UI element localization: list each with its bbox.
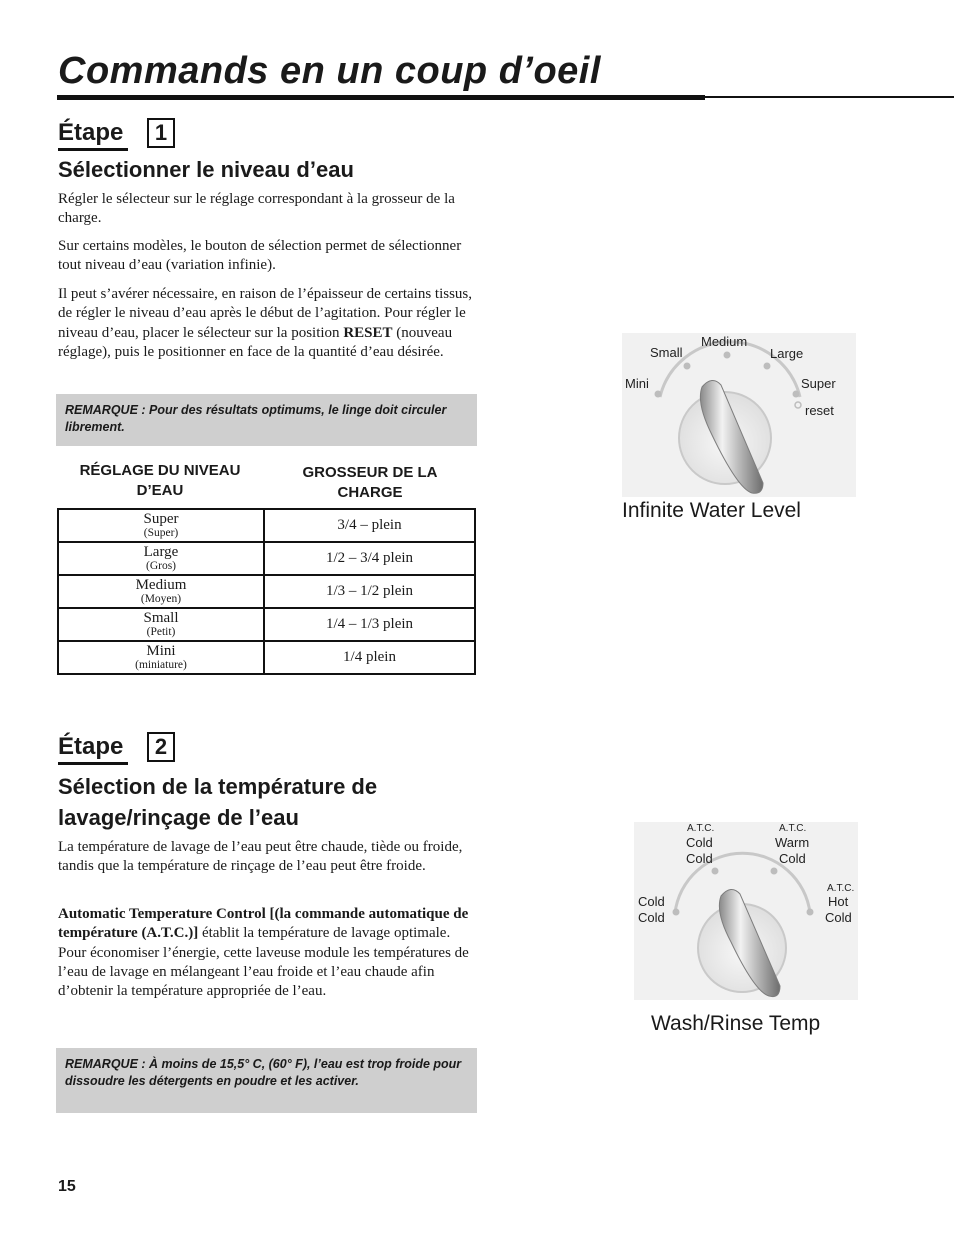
page-number: 15 [58, 1178, 76, 1195]
table-header-setting: RÉGLAGE DU NIVEAU D’EAU [79, 462, 241, 499]
dial-tick [712, 868, 719, 875]
step1-para1: Régler le sélecteur sur le réglage correspondant à la grosseur de la charge. [58, 191, 455, 227]
step2-underline [58, 762, 128, 765]
dial-label-atc: A.T.C. [779, 823, 807, 834]
title-rule-thin [705, 96, 954, 98]
table-header-load: GROSSEUR DE LA CHARGE [302, 464, 438, 501]
step2-para1: La température de lavage de l’eau peut être chaude, tiède ou froide, tandis que la température de rinçage de l’eau peut être froide. [58, 839, 463, 875]
table-cell-load: 1/4 plein [264, 641, 475, 674]
table-row [58, 641, 475, 674]
setting-name: Large [143, 544, 179, 560]
table-row [58, 542, 475, 575]
table-cell-load: 1/2 – 3/4 plein [264, 542, 475, 575]
dial-label-mini: Mini [625, 376, 649, 391]
wash-rinse-dial [630, 818, 860, 1003]
dial-label-reset: reset [805, 403, 834, 418]
step2-heading [58, 771, 377, 833]
table-cell-load: 1/4 – 1/3 plein [264, 608, 475, 641]
dial-tick [684, 363, 691, 370]
dial-label-cold: Cold [638, 910, 665, 925]
dial-label-cold: Cold [779, 851, 806, 866]
dial-label-super: Super [801, 376, 836, 391]
step1-para2: Sur certains modèles, le bouton de sélection permet de sélectionner tout niveau d’eau (variation infinie). [58, 238, 462, 274]
step2-number: 2 [147, 732, 175, 762]
dial-label-large: Large [770, 346, 804, 361]
table-cell-load: 3/4 – plein [264, 509, 475, 542]
dial-tick [807, 909, 814, 916]
water-level-caption: Infinite Water Level [622, 499, 801, 522]
step1-note: REMARQUE : Pour des résultats optimums, le linge doit circuler librement. [56, 394, 477, 446]
table-row [58, 509, 475, 542]
table-cell-load: 1/3 – 1/2 plein [264, 575, 475, 608]
dial-tick [724, 352, 731, 359]
dial-tick [673, 909, 680, 916]
dial-tick [655, 391, 662, 398]
step2-para2 [58, 905, 476, 1001]
page-title: Commands en un coup d’oeil [58, 50, 601, 92]
table-cell-setting [58, 608, 264, 641]
dial-label-cold: Cold [686, 851, 713, 866]
table-cell-setting [58, 542, 264, 575]
table-cell-setting [58, 509, 264, 542]
wash-rinse-caption: Wash/Rinse Temp [651, 1012, 821, 1035]
step2-note: REMARQUE : À moins de 15,5° C, (60° F), l’eau est trop froide pour dissoudre les détergents en poudre et les activer. [56, 1048, 477, 1113]
title-rule [57, 95, 705, 100]
step2-heading-line2: lavage/rinçage de l’eau [58, 805, 299, 830]
dial-label-cold: Cold [825, 910, 852, 925]
step1-para3-bold: RESET [343, 324, 393, 341]
water-level-dial [620, 325, 860, 500]
table-cell-setting [58, 641, 264, 674]
table-cell-setting [58, 575, 264, 608]
step2-para2-text: établit la température de lavage optimale. Pour économiser l’énergie, cette laveuse module les températures de l’eau de lavage en mélangeant l’eau froide et l’eau chaude afin d’obtenir la température appropriée de l’eau. [58, 925, 469, 1000]
dial-label-atc: A.T.C. [827, 883, 855, 894]
setting-translation: (Gros) [145, 560, 177, 572]
setting-translation: (Petit) [146, 626, 176, 638]
setting-translation: (Moyen) [140, 593, 182, 605]
dial-label-hot: Hot [828, 894, 849, 909]
table-row [58, 575, 475, 608]
setting-name: Small [143, 610, 179, 626]
table-row [58, 608, 475, 641]
dial-label-cold: Cold [638, 894, 665, 909]
dial-tick [764, 363, 771, 370]
dial-label-cold: Cold [686, 835, 713, 850]
setting-name: Mini [146, 643, 176, 659]
setting-name: Super [143, 511, 179, 527]
dial-label-warm: Warm [775, 835, 810, 850]
step2-heading-line1: Sélection de la température de [58, 774, 378, 799]
setting-translation: (Super) [143, 527, 179, 539]
dial-label-medium: Medium [701, 334, 748, 349]
step1-heading: Sélectionner le niveau d’eau [58, 157, 354, 182]
step1-para3 [58, 285, 476, 362]
step1-para3-text-b: (nouveau réglage), puis le positionner en face de la quantité d’eau désirée. [58, 324, 453, 360]
dial-label-atc: A.T.C. [687, 823, 715, 834]
step1-label: Étape [58, 119, 124, 146]
setting-name: Medium [135, 577, 187, 593]
water-level-table [57, 508, 476, 675]
setting-translation: (miniature) [135, 659, 187, 671]
step2-label: Étape [58, 733, 124, 760]
dial-label-small: Small [650, 345, 683, 360]
dial-tick [771, 868, 778, 875]
step1-para3-text-a: Il peut s’avérer nécessaire, en raison de l’épaisseur de certains tissus, de régler le niveau d’eau après le début de l’agitation. Pour régler le niveau d’eau, placer le sélecteur sur la position [58, 286, 473, 341]
step1-underline [58, 148, 128, 151]
step2-para2-bold: Automatic Temperature Control [(la commande automatique de température (A.T.C.)] [58, 906, 469, 942]
dial-tick [793, 391, 800, 398]
step1-number: 1 [147, 118, 175, 148]
